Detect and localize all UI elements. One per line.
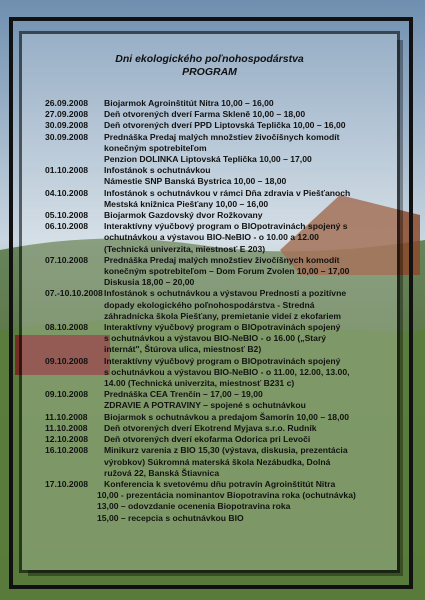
program-entry	[45, 132, 395, 166]
entry-date: 11.10.2008	[45, 411, 88, 422]
program-list	[45, 98, 395, 524]
entry-date: 01.10.2008	[45, 165, 89, 176]
entry-text: Deň otvorených dverí ekofarma Odorica pri Levoči	[104, 434, 311, 445]
entry-date: 04.10.2008	[45, 187, 89, 198]
program-entry	[45, 188, 395, 210]
entry-text: konečným spotrebiteľom – Dom Forum Zvolen 10,00 – 17,00	[104, 266, 350, 277]
conference-item: 13,00 – odovzdanie ocenenia Biopotravina roka	[97, 501, 291, 512]
program-entry	[45, 120, 395, 131]
program-entry	[45, 479, 395, 490]
entry-text: internát", Štúrova ulica, miestnosť B2)	[104, 344, 262, 355]
entry-text: Deň otvorených dverí Farma Skleně 10,00 – 18,00	[104, 109, 306, 120]
entry-date: 07.10.2008	[45, 254, 89, 265]
conference-item: 15,00 – recepcia s ochutnávkou BIO	[97, 512, 244, 523]
entry-text: konečným spotrebiteľom	[104, 142, 207, 153]
entry-text: Interaktívny výučbový program o BIOpotravinách spojený	[104, 355, 341, 366]
program-entry	[45, 165, 395, 187]
entry-date: 30.09.2008	[45, 120, 89, 131]
entry-text: s ochutnávkou a výstavou BIO-NeBIO - o 16.00 („Starý	[104, 333, 327, 344]
program-entry	[45, 322, 395, 356]
entry-text: s ochutnávkou a výstavou BIO-NeBIO - o 11.00, 12.00, 13.00,	[104, 366, 350, 377]
program-entry	[45, 356, 395, 390]
entry-text: 14.00 (Technická univerzita, miestnosť B231 c)	[104, 378, 295, 389]
entry-text: výrobkov) Súkromná materská škola Nezábudka, Dolná	[104, 456, 331, 467]
entry-date: 06.10.2008	[45, 221, 89, 232]
entry-text: dopady ekologického poľnohospodárstva - Stredná	[104, 299, 315, 310]
entry-text: Interaktívny výučbový program o BIOpotravinách spojený s	[104, 221, 348, 232]
program-entry	[45, 98, 395, 109]
entry-text: Biojarmok Gazdovský dvor Rožkovany	[104, 210, 263, 221]
entry-date: 12.10.2008	[45, 434, 89, 445]
program-entry	[45, 109, 395, 120]
entry-text: Biojarmok Agroinštitút Nitra 10,00 – 16,00	[104, 98, 274, 108]
entry-text: záhradnícka škola Piešťany, premietanie videí z ekofariem	[104, 310, 342, 321]
entry-date: 09.10.2008	[45, 389, 89, 400]
program-entry	[45, 434, 395, 445]
entry-text: Prednáška Predaj malých množstiev živočíšnych komodít	[104, 131, 340, 142]
entry-text: Deň otvorených dverí PPD Liptovská Teplička 10,00 – 16,00	[104, 120, 346, 131]
entry-text: Biojarmok s ochutnávkou a predajom Šamorín 10,00 – 18,00	[104, 411, 350, 422]
poster-subtitle: PROGRAM	[182, 66, 237, 78]
entry-date: 17.10.2008	[45, 478, 89, 489]
poster-header	[22, 53, 397, 79]
entry-text: Prednáška CEA Trenčín – 17,00 – 19,00	[104, 389, 263, 400]
entry-date: 11.10.2008	[45, 422, 88, 433]
entry-text: ružová 22, Banská Štiavnica	[104, 467, 220, 478]
entry-text: Mestská knižnica Piešťany 10,00 – 16,00	[104, 198, 269, 209]
entry-date: 26.09.2008	[45, 98, 89, 108]
entry-text: Prednáška Predaj malých množstiev živočíšnych komodít	[104, 254, 340, 265]
entry-date: 09.10.2008	[45, 355, 89, 366]
program-entry	[45, 412, 395, 423]
conference-item: 10,00 - prezentácia nominantov Biopotravina roka (ochutnávka)	[97, 490, 356, 501]
entry-date: 27.09.2008	[45, 109, 89, 120]
program-entry	[45, 210, 395, 221]
entry-text: Interaktívny výučbový program o BIOpotravinách spojený	[104, 322, 341, 333]
program-entry	[45, 423, 395, 434]
program-entry	[45, 389, 395, 411]
entry-date: 16.10.2008	[45, 445, 89, 456]
entry-text: Minikurz varenia z BIO 15,30 (výstava, diskusia, prezentácia	[104, 445, 348, 456]
poster-title: Dni ekologického poľnohospodárstva	[115, 53, 304, 65]
entry-date: 30.09.2008	[45, 131, 89, 142]
entry-text: (Technická univerzita, miestnosť E 203)	[104, 243, 266, 254]
entry-text: Infostánok s ochutnávkou a výstavou Prednosti a pozitívne	[104, 288, 347, 299]
program-entry	[45, 221, 395, 255]
entry-date: 07.-10.10.2008	[45, 288, 103, 299]
entry-text: Infostánok s ochutnávkou v rámci Dňa zdravia v Piešťanoch	[104, 187, 351, 198]
entry-text: Diskusia 18,00 – 20,00	[104, 277, 195, 288]
entry-date: 08.10.2008	[45, 322, 89, 333]
entry-text: Námestie SNP Banská Bystrica 10,00 – 18,00	[104, 176, 287, 187]
entry-date: 05.10.2008	[45, 210, 89, 221]
program-entry	[45, 255, 395, 289]
entry-text: Penzion DOLINKA Liptovská Teplička 10,00 – 17,00	[104, 154, 312, 165]
entry-text: Konferencia k svetovému dňu potravín Agroinštitút Nitra	[104, 478, 336, 489]
entry-text: Infostánok s ochutnávkou	[104, 165, 211, 176]
program-entry	[45, 288, 395, 322]
program-entry	[45, 445, 395, 479]
entry-text: ZDRAVIE A POTRAVINY – spojené s ochutnávkou	[104, 400, 306, 411]
entry-text: ochutnávkou a výstavou BIO-NeBIO - o 10.00 a 12.00	[104, 232, 319, 243]
entry-text: Deň otvorených dverí Ekotrend Myjava s.r.o. Rudník	[104, 422, 317, 433]
